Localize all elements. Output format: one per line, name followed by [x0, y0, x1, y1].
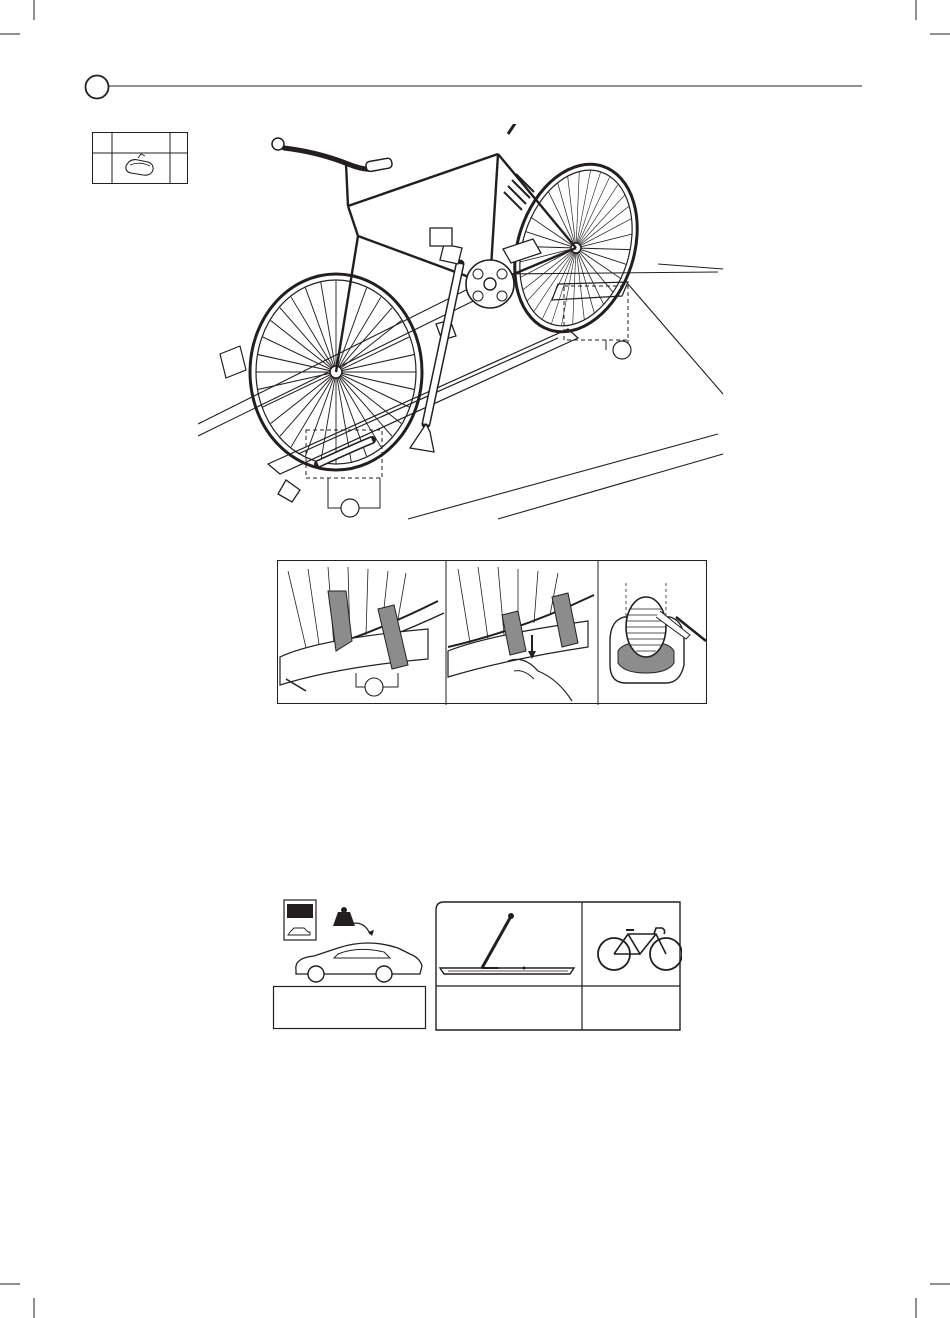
wheel-strap-wrap-icon	[280, 567, 444, 696]
bike-carrier-icon	[440, 913, 574, 974]
step-header	[84, 74, 864, 100]
main-illustration	[198, 124, 730, 524]
spec-table	[272, 898, 682, 1034]
wheel-strap-pull-icon	[448, 567, 594, 701]
bicycle-icon	[598, 928, 682, 970]
car-roof-load-icon	[284, 900, 422, 982]
wheel-in-tray-cross-section-icon	[610, 583, 706, 683]
tools-box	[92, 132, 188, 184]
detail-panels	[277, 560, 707, 704]
callout-a	[341, 499, 359, 517]
hand-tightening-icon	[126, 154, 153, 175]
callout-b	[613, 341, 631, 359]
